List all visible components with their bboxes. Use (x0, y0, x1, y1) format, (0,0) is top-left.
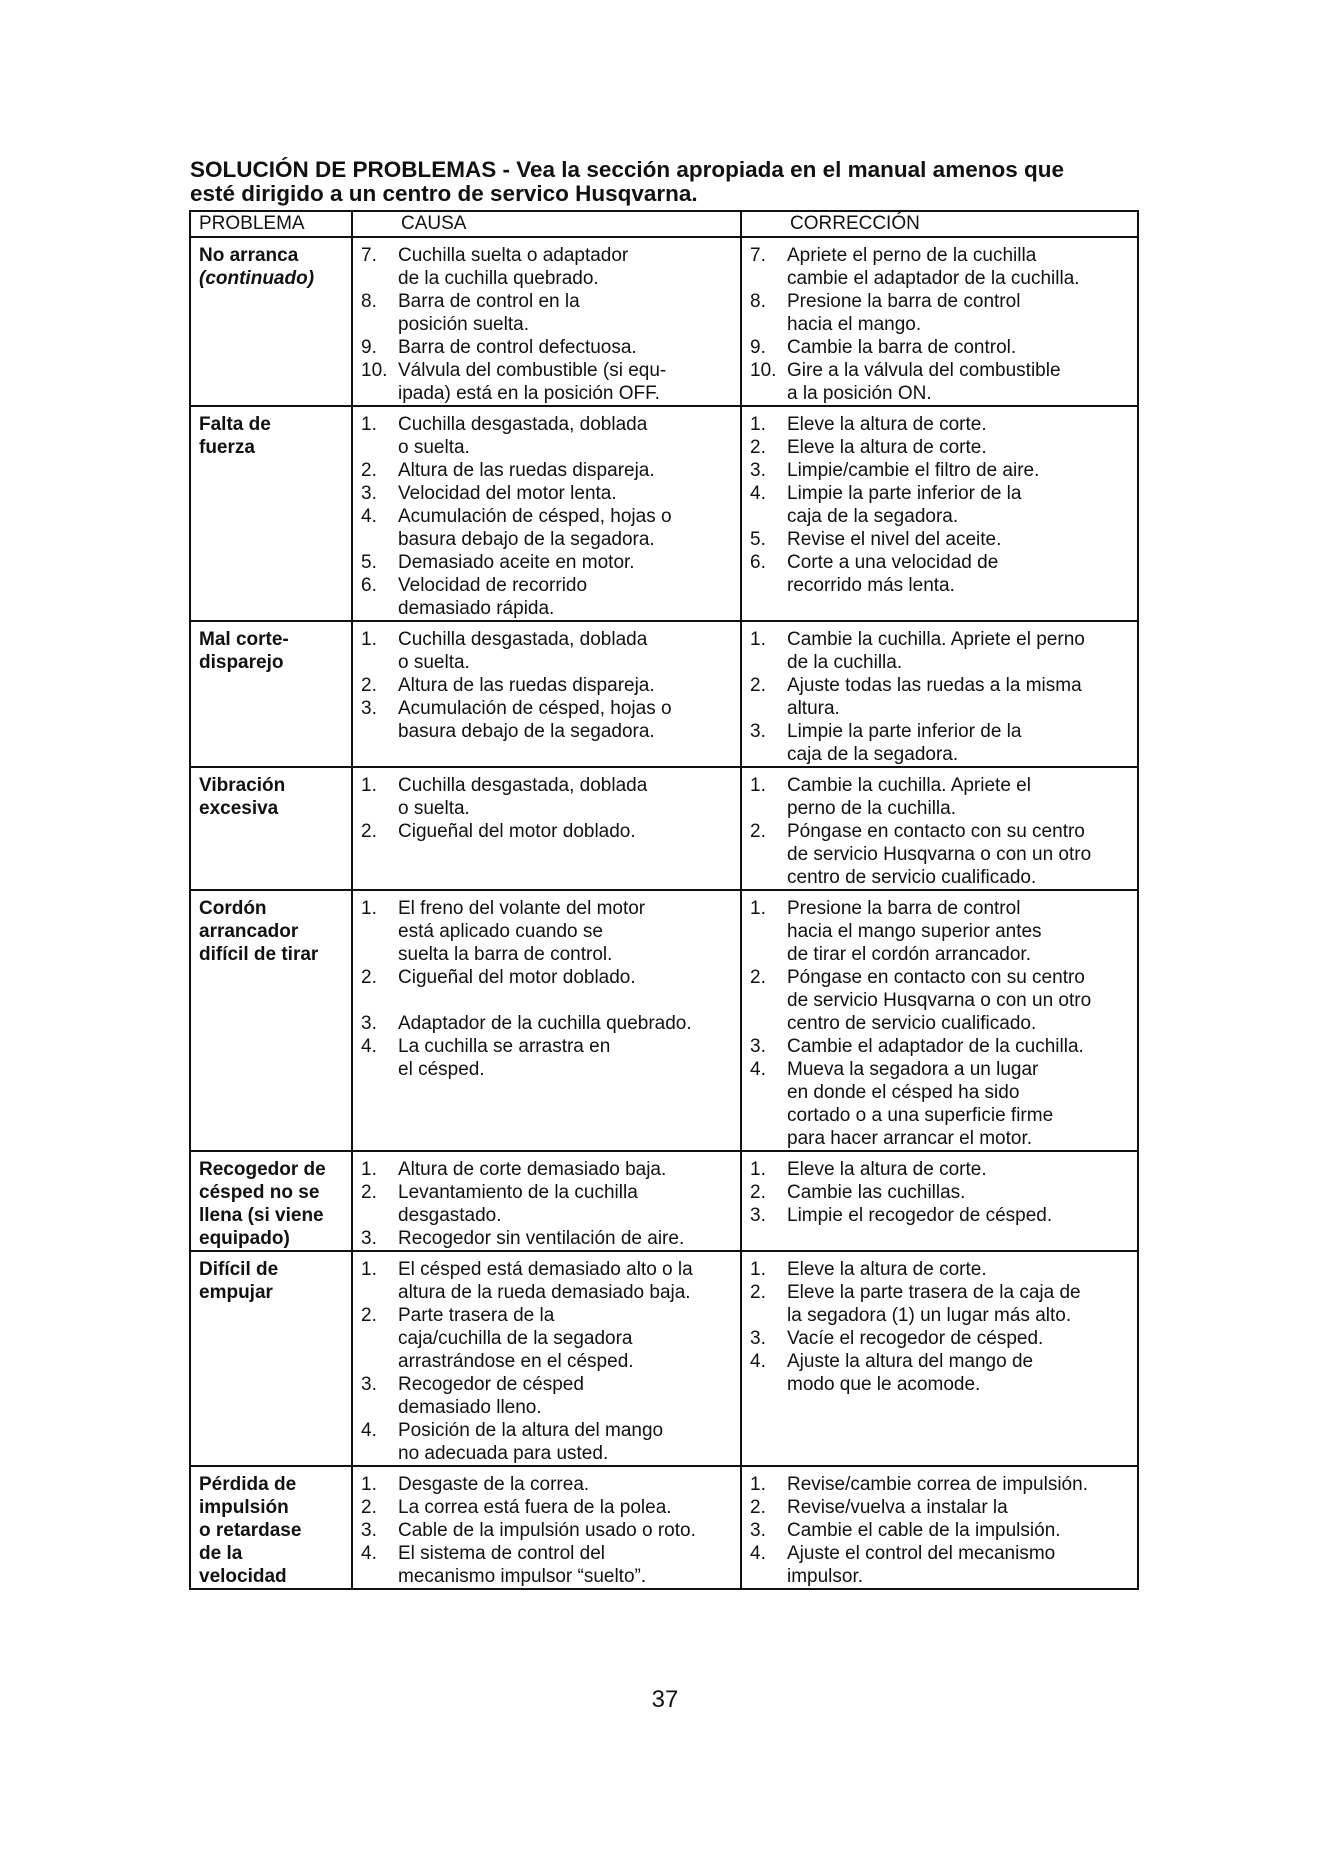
cause-item-text: Velocidad del motor lenta. (398, 483, 617, 504)
correction-item-text: Mueva la segadora a un lugar en donde el césped ha sido cortado o a una superficie firme para hacer arrancar el motor. (787, 1059, 1054, 1149)
correction-item-number: 4. (750, 1059, 766, 1080)
cause-item-number: 9. (361, 337, 377, 358)
correction-item-number: 2. (750, 675, 766, 696)
cause-item-text: Cigueñal del motor doblado. (398, 967, 636, 988)
problem-cell (190, 406, 352, 621)
problem-label: Pérdida de impulsión o retardase de la velocidad (199, 1474, 302, 1587)
correction-item (750, 459, 1137, 482)
cause-item-number: 3. (361, 1013, 377, 1034)
correction-item-number: 1. (750, 414, 766, 435)
table-header-row (190, 211, 1138, 237)
cause-item-number: 3. (361, 1374, 377, 1395)
cause-item-text: Altura de las ruedas dispareja. (398, 675, 655, 696)
cause-item-number: 1. (361, 629, 377, 650)
cause-item-number: 2. (361, 821, 377, 842)
correction-item-text: Limpie la parte inferior de la caja de la segadora. (787, 483, 1022, 527)
correction-item (750, 1496, 1137, 1519)
cause-item-number: 1. (361, 414, 377, 435)
cause-item-text: Altura de corte demasiado baja. (398, 1159, 667, 1180)
correction-item-number: 1. (750, 1474, 766, 1495)
correction-item-number: 4. (750, 483, 766, 504)
cause-item-text: Válvula del combustible (si equ- ipada) está en la posición OFF. (398, 360, 667, 404)
correction-item-text: Eleve la altura de corte. (787, 414, 987, 435)
page-heading (190, 158, 1140, 206)
correction-item-text: Apriete el perno de la cuchilla cambie el adaptador de la cuchilla. (787, 245, 1080, 289)
cause-cell (352, 890, 741, 1151)
cause-item-number: 3. (361, 1228, 377, 1249)
correction-item-text: Ajuste la altura del mango de modo que le acomode. (787, 1351, 1034, 1395)
cause-item-number: 4. (361, 1036, 377, 1057)
correction-item-text: Cambie la cuchilla. Apriete el perno de la cuchilla. (787, 775, 1031, 819)
problem-cell (190, 1151, 352, 1251)
correction-item-number: 2. (750, 1282, 766, 1303)
troubleshooting-table (189, 210, 1139, 1590)
cause-item (361, 574, 740, 620)
cause-item-number: 1. (361, 898, 377, 919)
cause-item-number: 4. (361, 1543, 377, 1564)
cause-item-number: 8. (361, 291, 377, 312)
problem-label: Cordón arrancador difícil de tirar (199, 898, 319, 965)
correction-item (750, 774, 1137, 820)
cause-item-text: Levantamiento de la cuchilla desgastado. (398, 1182, 638, 1226)
correction-item-number: 7. (750, 245, 766, 266)
cause-item (361, 820, 740, 843)
correction-cell (741, 406, 1138, 621)
cause-item-number: 2. (361, 675, 377, 696)
cause-cell (352, 1151, 741, 1251)
cause-item-text: Cuchilla desgastada, doblada o suelta. (398, 775, 648, 819)
cause-item-number: 3. (361, 1520, 377, 1541)
correction-item-number: 3. (750, 460, 766, 481)
table-row (190, 1151, 1138, 1251)
correction-item (750, 359, 1137, 405)
problem-cell (190, 1466, 352, 1589)
correction-item (750, 1058, 1137, 1150)
cause-item (361, 1035, 740, 1081)
cause-item (361, 551, 740, 574)
correction-item-text: Ajuste el control del mecanismo impulsor. (787, 1543, 1056, 1587)
cause-item (361, 674, 740, 697)
cause-item (361, 1158, 740, 1181)
correction-item-text: Eleve la altura de corte. (787, 1159, 987, 1180)
cause-item-text: Recogedor sin ventilación de aire. (398, 1228, 685, 1249)
correction-item-number: 4. (750, 1351, 766, 1372)
header-cause: CAUSA (352, 211, 741, 237)
correction-item-text: Presione la barra de control hacia el mango superior antes de tirar el cordón arrancador. (787, 898, 1042, 965)
correction-item-number: 1. (750, 775, 766, 796)
cause-item (361, 1304, 740, 1373)
cause-item-text: Demasiado aceite en motor. (398, 552, 635, 573)
cause-item (361, 897, 740, 966)
cause-item (361, 1542, 740, 1588)
correction-cell (741, 767, 1138, 890)
correction-item (750, 1204, 1137, 1227)
cause-item-text: Barra de control defectuosa. (398, 337, 637, 358)
header-correction: CORRECCIÓN (741, 211, 1138, 237)
correction-item-number: 3. (750, 1205, 766, 1226)
correction-item-number: 2. (750, 1182, 766, 1203)
correction-item (750, 1350, 1137, 1396)
correction-item-number: 3. (750, 1036, 766, 1057)
page-number: 37 (651, 1686, 679, 1713)
cause-item-text: Acumulación de césped, hojas o basura debajo de la segadora. (398, 506, 672, 550)
problem-label: Vibración excesiva (199, 775, 286, 819)
cause-item (361, 1419, 740, 1465)
table-row (190, 1466, 1138, 1589)
problem-label: No arranca (199, 245, 299, 266)
problem-label: Difícil de empujar (199, 1259, 279, 1303)
cause-item-number: 1. (361, 1159, 377, 1180)
correction-item-text: Presione la barra de control hacia el mango. (787, 291, 1021, 335)
cause-item (361, 1181, 740, 1227)
problem-cell (190, 1251, 352, 1466)
cause-item-text: Acumulación de césped, hojas o basura debajo de la segadora. (398, 698, 672, 742)
cause-item-number: 4. (361, 1420, 377, 1441)
correction-item-number: 2. (750, 821, 766, 842)
correction-item (750, 551, 1137, 597)
correction-item-text: Vacíe el recogedor de césped. (787, 1328, 1044, 1349)
correction-item-number: 8. (750, 291, 766, 312)
correction-item (750, 482, 1137, 528)
cause-item-number: 2. (361, 1497, 377, 1518)
cause-item (361, 290, 740, 336)
correction-cell (741, 1466, 1138, 1589)
correction-item-number: 1. (750, 629, 766, 650)
correction-item-number: 9. (750, 337, 766, 358)
table-row (190, 767, 1138, 890)
cause-item-number: 4. (361, 506, 377, 527)
correction-item (750, 436, 1137, 459)
correction-item-text: Eleve la parte trasera de la caja de la segadora (1) un lugar más alto. (787, 1282, 1081, 1326)
cause-item-text: Desgaste de la correa. (398, 1474, 590, 1495)
cause-item-number: 2. (361, 460, 377, 481)
correction-item-text: Cambie el adaptador de la cuchilla. (787, 1036, 1084, 1057)
correction-item-number: 10. (750, 360, 777, 381)
cause-item-number: 6. (361, 575, 377, 596)
correction-item-text: Revise/vuelva a instalar la (787, 1497, 1008, 1518)
correction-item-text: Eleve la altura de corte. (787, 437, 987, 458)
correction-item-text: Gire a la válvula del combustible a la posición ON. (787, 360, 1061, 404)
cause-cell (352, 406, 741, 621)
cause-item (361, 1227, 740, 1250)
correction-item (750, 966, 1137, 1035)
cause-item (361, 1519, 740, 1542)
correction-item-text: Corte a una velocidad de recorrido más lenta. (787, 552, 999, 596)
cause-item-text: El freno del volante del motor está aplicado cuando se suelta la barra de control. (398, 898, 646, 965)
correction-item-number: 1. (750, 1259, 766, 1280)
cause-item (361, 628, 740, 674)
correction-item-text: Limpie la parte inferior de la caja de la segadora. (787, 721, 1022, 765)
correction-item (750, 1327, 1137, 1350)
cause-item-text: Cuchilla desgastada, doblada o suelta. (398, 414, 648, 458)
problem-label: Falta de fuerza (199, 414, 271, 458)
problem-label: Mal corte- disparejo (199, 629, 289, 673)
correction-item-text: Eleve la altura de corte. (787, 1259, 987, 1280)
cause-item-text: Recogedor de césped demasiado lleno. (398, 1374, 584, 1418)
correction-item-text: Limpie/cambie el filtro de aire. (787, 460, 1040, 481)
problem-label: Recogedor de césped no se llena (si viene equipado) (199, 1159, 326, 1249)
correction-item (750, 628, 1137, 674)
cause-item-number: 2. (361, 1305, 377, 1326)
correction-item-text: Cambie el cable de la impulsión. (787, 1520, 1061, 1541)
correction-item-number: 4. (750, 1543, 766, 1564)
cause-item-number: 2. (361, 1182, 377, 1203)
correction-item-number: 5. (750, 529, 766, 550)
cause-item-number: 1. (361, 775, 377, 796)
correction-item (750, 1181, 1137, 1204)
table-body (190, 237, 1138, 1589)
correction-item-text: Póngase en contacto con su centro de servicio Husqvarna o con un otro centro de servicio cualificado. (787, 821, 1092, 888)
correction-item-number: 3. (750, 1328, 766, 1349)
cause-item-text: Cuchilla suelta o adaptador de la cuchilla quebrado. (398, 245, 629, 289)
problem-cell (190, 767, 352, 890)
correction-item (750, 1258, 1137, 1281)
correction-item-text: Ajuste todas las ruedas a la misma altura. (787, 675, 1082, 719)
correction-item-text: Cambie las cuchillas. (787, 1182, 966, 1203)
cause-cell (352, 767, 741, 890)
correction-cell (741, 1151, 1138, 1251)
cause-item-number: 7. (361, 245, 377, 266)
cause-item (361, 1496, 740, 1519)
cause-item (361, 1373, 740, 1419)
cause-item-text: El sistema de control del mecanismo impulsor “suelto”. (398, 1543, 647, 1587)
correction-cell (741, 621, 1138, 767)
table-row (190, 406, 1138, 621)
cause-item-text: Cable de la impulsión usado o roto. (398, 1520, 696, 1541)
correction-item (750, 290, 1137, 336)
problem-cell (190, 890, 352, 1151)
cause-item-text: Altura de las ruedas dispareja. (398, 460, 655, 481)
cause-cell (352, 1251, 741, 1466)
heading-line-1: SOLUCIÓN DE PROBLEMAS - Vea la sección apropiada en el manual amenos que (190, 157, 1064, 182)
cause-item-text: Posición de la altura del mango no adecuada para usted. (398, 1420, 664, 1464)
cause-item-text: Cuchilla desgastada, doblada o suelta. (398, 629, 648, 673)
correction-item-text: Cambie la barra de control. (787, 337, 1017, 358)
correction-item (750, 336, 1137, 359)
correction-item (750, 1035, 1137, 1058)
correction-item-number: 2. (750, 967, 766, 988)
correction-item (750, 413, 1137, 436)
cause-item (361, 1012, 740, 1035)
cause-item (361, 1473, 740, 1496)
correction-item (750, 1281, 1137, 1327)
correction-item-number: 1. (750, 898, 766, 919)
correction-cell (741, 1251, 1138, 1466)
correction-item (750, 720, 1137, 766)
correction-item-number: 3. (750, 1520, 766, 1541)
cause-item (361, 459, 740, 482)
correction-item-number: 6. (750, 552, 766, 573)
correction-cell (741, 890, 1138, 1151)
cause-item-number: 3. (361, 698, 377, 719)
problem-sublabel: (continuado) (199, 268, 315, 289)
table-row (190, 621, 1138, 767)
problem-cell (190, 237, 352, 406)
cause-item (361, 359, 740, 405)
correction-item (750, 1542, 1137, 1588)
correction-item (750, 674, 1137, 720)
cause-cell (352, 237, 741, 406)
cause-item-number: 2. (361, 967, 377, 988)
cause-item-number: 5. (361, 552, 377, 573)
cause-item (361, 1258, 740, 1304)
correction-item (750, 1473, 1137, 1496)
cause-item-text: El césped está demasiado alto o la altura de la rueda demasiado baja. (398, 1259, 693, 1303)
correction-item-text: Póngase en contacto con su centro de servicio Husqvarna o con un otro centro de servicio cualificado. (787, 967, 1092, 1034)
cause-item-text: La cuchilla se arrastra en el césped. (398, 1036, 611, 1080)
cause-cell (352, 1466, 741, 1589)
correction-item (750, 1158, 1137, 1181)
cause-item (361, 966, 740, 1012)
correction-item (750, 244, 1137, 290)
cause-item-text: Velocidad de recorrido demasiado rápida. (398, 575, 588, 619)
cause-item (361, 413, 740, 459)
correction-item-number: 2. (750, 437, 766, 458)
cause-item (361, 697, 740, 743)
header-problem: PROBLEMA (190, 211, 352, 237)
heading-line-2: esté dirigido a un centro de servico Husqvarna. (190, 181, 698, 206)
cause-item-number: 1. (361, 1474, 377, 1495)
cause-item (361, 336, 740, 359)
table-row (190, 890, 1138, 1151)
cause-item-number: 3. (361, 483, 377, 504)
cause-item-text: La correa está fuera de la polea. (398, 1497, 672, 1518)
correction-item (750, 1519, 1137, 1542)
correction-item-text: Cambie la cuchilla. Apriete el perno de la cuchilla. (787, 629, 1085, 673)
correction-item-number: 1. (750, 1159, 766, 1180)
cause-item-number: 10. (361, 360, 388, 381)
table-row (190, 237, 1138, 406)
cause-cell (352, 621, 741, 767)
cause-item-number: 1. (361, 1259, 377, 1280)
cause-item-text: Parte trasera de la caja/cuchilla de la segadora arrastrándose en el césped. (398, 1305, 634, 1372)
correction-cell (741, 237, 1138, 406)
correction-item (750, 528, 1137, 551)
cause-item (361, 774, 740, 820)
correction-item-text: Revise el nivel del aceite. (787, 529, 1002, 550)
cause-item-text: Barra de control en la posición suelta. (398, 291, 580, 335)
cause-item (361, 505, 740, 551)
correction-item (750, 897, 1137, 966)
cause-item (361, 244, 740, 290)
cause-item (361, 482, 740, 505)
correction-item-number: 2. (750, 1497, 766, 1518)
table-row (190, 1251, 1138, 1466)
cause-item-text: Cigueñal del motor doblado. (398, 821, 636, 842)
correction-item-text: Revise/cambie correa de impulsión. (787, 1474, 1088, 1495)
cause-item-text: Adaptador de la cuchilla quebrado. (398, 1013, 692, 1034)
problem-cell (190, 621, 352, 767)
correction-item-number: 3. (750, 721, 766, 742)
correction-item (750, 820, 1137, 889)
correction-item-text: Limpie el recogedor de césped. (787, 1205, 1053, 1226)
